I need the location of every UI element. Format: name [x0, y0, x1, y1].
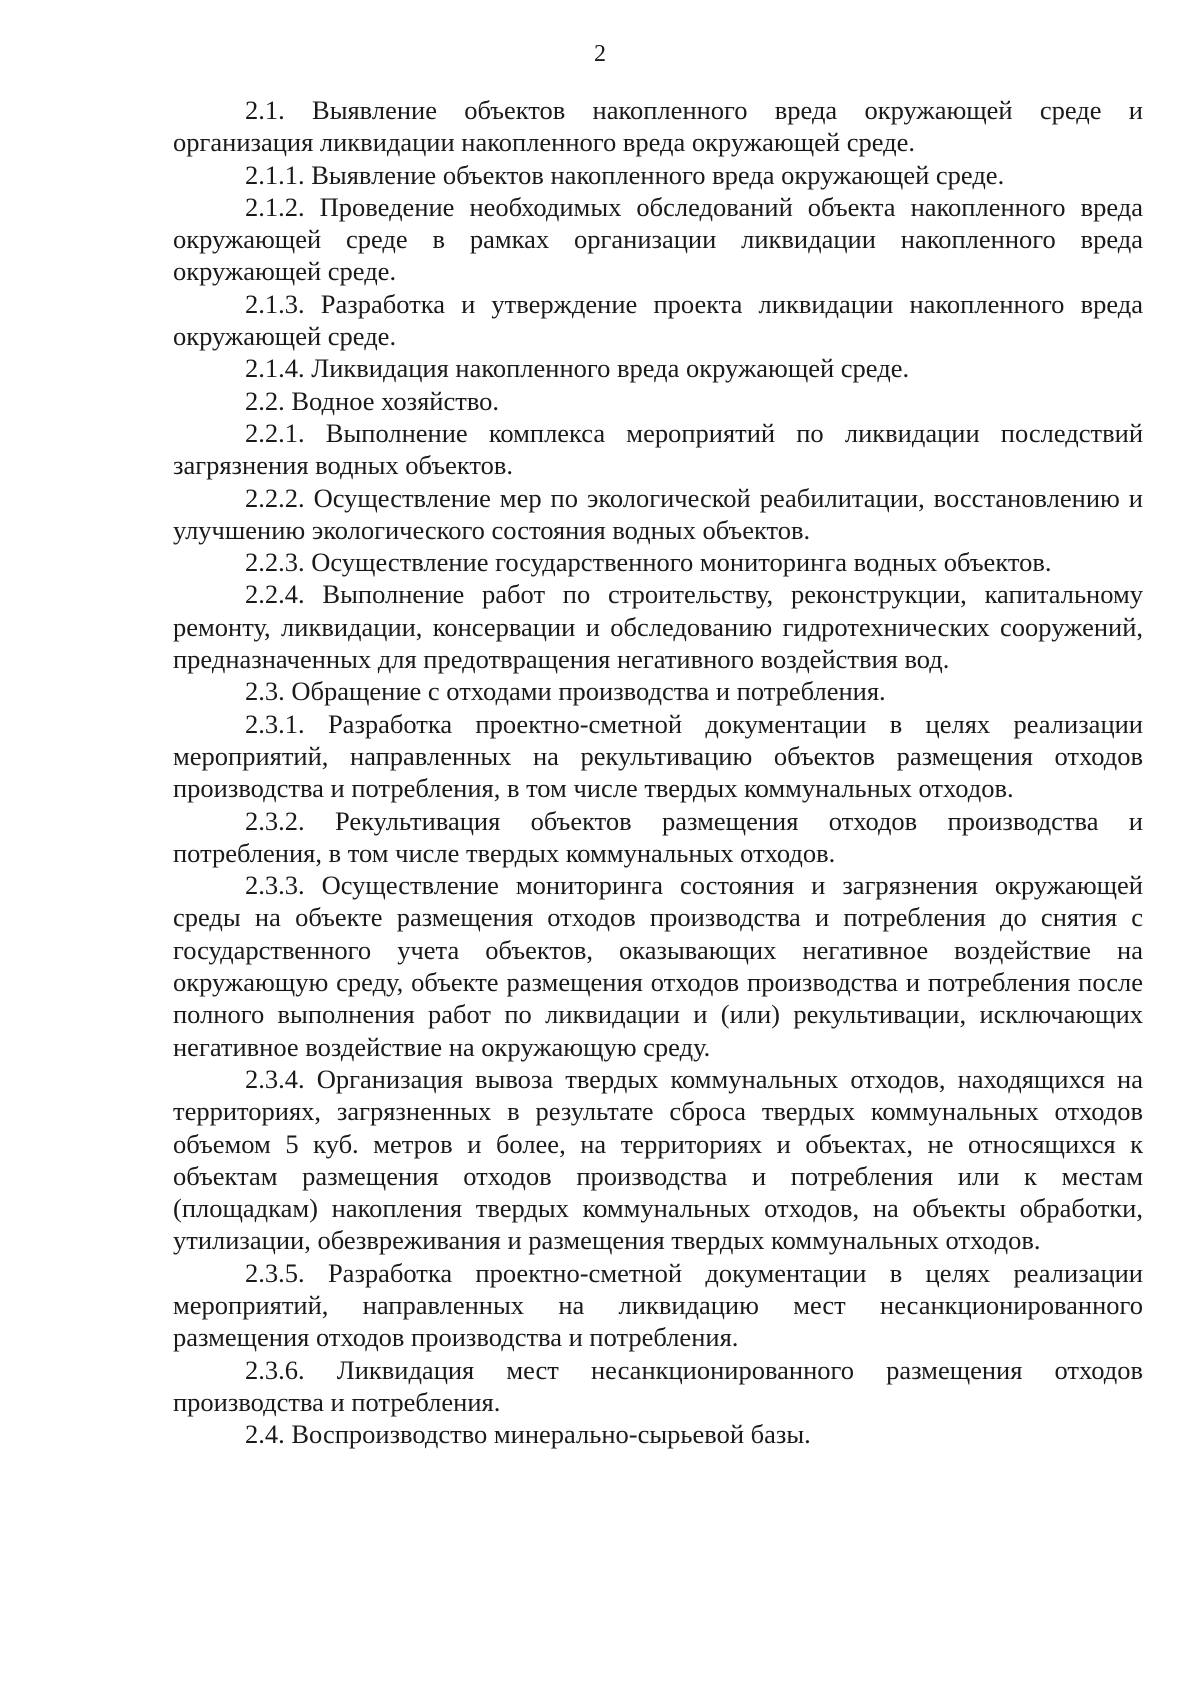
paragraph-2-3-6: 2.3.6. Ликвидация мест несанкционированного размещения отходов производства и потребления. — [173, 1354, 1143, 1417]
paragraph-2-2: 2.2. Водное хозяйство. — [245, 385, 500, 416]
paragraph-2-1-1: 2.1.1. Выявление объектов накопленного вреда окружающей среде. — [245, 159, 1005, 190]
paragraph-2-2-3: 2.2.3. Осуществление государственного мониторинга водных объектов. — [245, 547, 1052, 578]
paragraph-2-1-2: 2.1.2. Проведение необходимых обследований объекта накопленного вреда окружающей среде в рамках организации ликвидации накопленного вреда окружающей среде. — [173, 191, 1143, 287]
paragraph-2-3-5: 2.3.5. Разработка проектно-сметной документации в целях реализации мероприятий, направленных на ликвидацию мест несанкционированного размещения отходов производства и потребления. — [173, 1257, 1143, 1353]
paragraph-2-3-4: 2.3.4. Организация вывоза твердых коммунальных отходов, находящихся на территориях, загрязненных в результате сброса твердых коммунальных отходов объемом 5 куб. метров и более, на территориях и объектах, не относящихся к объектам размещения отходов производства и потребления или к местам (площадкам) накопления твердых коммунальных отходов, на объекты обработки, утилизации, обезвреживания и размещения твердых коммунальных отходов. — [173, 1063, 1143, 1256]
paragraph-2-3-1: 2.3.1. Разработка проектно-сметной документации в целях реализации мероприятий, направленных на рекультивацию объектов размещения отходов производства и потребления, в том числе твердых коммунальных отходов. — [173, 708, 1143, 804]
paragraph-2-2-4: 2.2.4. Выполнение работ по строительству, реконструкции, капитальному ремонту, ликвидации, консервации и обследованию гидротехнических сооружений, предназначенных для предотвращения негативного воздействия вод. — [173, 579, 1143, 675]
document-body — [173, 94, 1143, 1450]
paragraph-2-1-4: 2.1.4. Ликвидация накопленного вреда окружающей среде. — [245, 353, 910, 384]
paragraph-2-3: 2.3. Обращение с отходами производства и потребления. — [245, 676, 886, 707]
paragraph-2-4: 2.4. Воспроизводство минерально-сырьевой базы. — [245, 1419, 811, 1450]
paragraph-2-3-3: 2.3.3. Осуществление мониторинга состояния и загрязнения окружающей среды на объекте размещения отходов производства и потребления до снятия с государственного учета объектов, оказывающих негативное воздействие на окружающую среду, объекте размещения отходов производства и потребления после полного выполнения работ по ликвидации и (или) рекультивации, исключающих негативное воздействие на окружающую среду. — [173, 870, 1143, 1062]
page-number: 2 — [594, 41, 606, 67]
paragraph-2-2-1: 2.2.1. Выполнение комплекса мероприятий по ликвидации последствий загрязнения водных объектов. — [173, 417, 1143, 481]
paragraph-2-2-2: 2.2.2. Осуществление мер по экологической реабилитации, восстановлению и улучшению экологического состояния водных объектов. — [173, 482, 1143, 545]
paragraph-2-1-3: 2.1.3. Разработка и утверждение проекта ликвидации накопленного вреда окружающей среде. — [173, 288, 1143, 352]
paragraph-2-1: 2.1. Выявление объектов накопленного вреда окружающей среде и организация ликвидации накопленного вреда окружающей среде. — [173, 95, 1143, 158]
paragraph-2-3-2: 2.3.2. Рекультивация объектов размещения отходов производства и потребления, в том числе твердых коммунальных отходов. — [173, 805, 1143, 868]
